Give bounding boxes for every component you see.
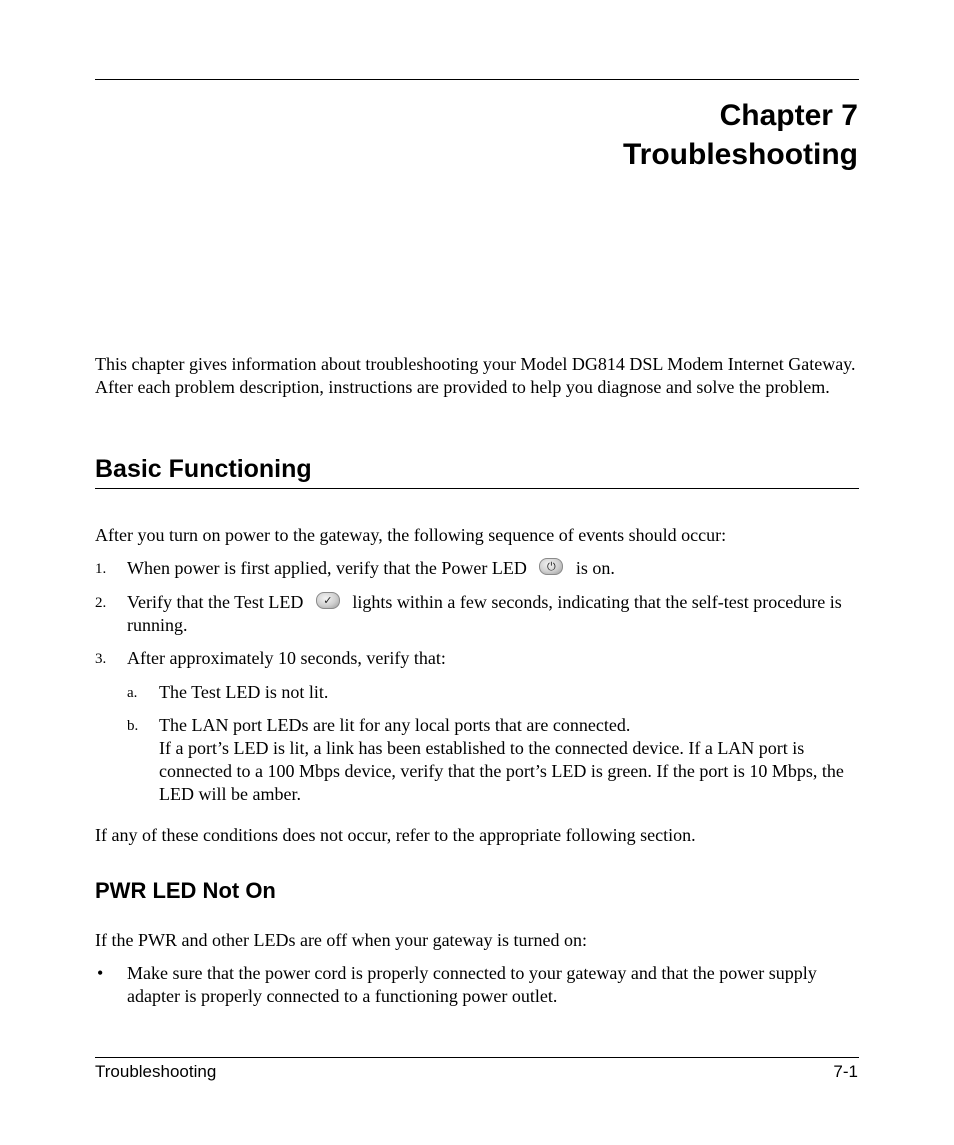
chapter-label: Chapter 7 [719,99,858,132]
list-item [127,591,859,637]
list-item-text: When power is first applied, verify that the Power LED [127,558,527,578]
intro-paragraph: This chapter gives information about troubleshooting your Model DG814 DSL Modem Internet Gateway. After each problem description, instructions are provided to help you diagnose and solve the problem. [95,354,856,397]
test-led-icon: ✓ [316,592,340,609]
section-heading-pwr: PWR LED Not On [95,878,276,903]
sublist-item-note: If a port’s LED is lit, a link has been established to the connected device. If a LAN port is connected to a 100 Mbps device, verify that the port’s LED is green. If the port is 10 Mbps, the LED will be amber. [159,738,844,804]
basic-lead: After you turn on power to the gateway, the following sequence of events should occur: [95,525,727,545]
page-number: 7-1 [833,1062,858,1081]
list-item-text: lights within a few seconds, indicating that the self-test procedure is running. [127,592,842,635]
list-item-text: is on. [575,558,615,578]
list-item-text: Verify that the Test LED [127,592,304,612]
list-item [127,557,859,580]
bullet-item: Make sure that the power cord is properly connected to your gateway and that the power supply adapter is properly connected to a functioning power outlet. [127,963,817,1006]
sublist-item [159,714,859,806]
power-led-icon: ⏻ [539,558,563,575]
sublist-letter: b. [127,718,139,734]
section-rule [95,488,859,489]
footer-left: Troubleshooting [95,1062,217,1081]
sublist-item: The Test LED is not lit. [159,682,329,702]
basic-closing: If any of these conditions does not occur, refer to the appropriate following section. [95,825,696,845]
sublist-letter: a. [127,685,138,701]
pwr-lead: If the PWR and other LEDs are off when your gateway is turned on: [95,930,588,950]
list-item: After approximately 10 seconds, verify that: [127,648,446,668]
footer-rule [95,1057,859,1058]
sublist-item-text: The LAN port LEDs are lit for any local ports that are connected. [159,715,631,735]
header-rule [95,79,859,80]
section-heading-basic: Basic Functioning [95,455,312,483]
list-number: 3. [95,651,107,667]
chapter-title: Troubleshooting [623,138,858,171]
chapter-heading [623,96,858,174]
list-number: 2. [95,595,107,611]
bullet-symbol: • [97,963,104,983]
list-number: 1. [95,561,107,577]
